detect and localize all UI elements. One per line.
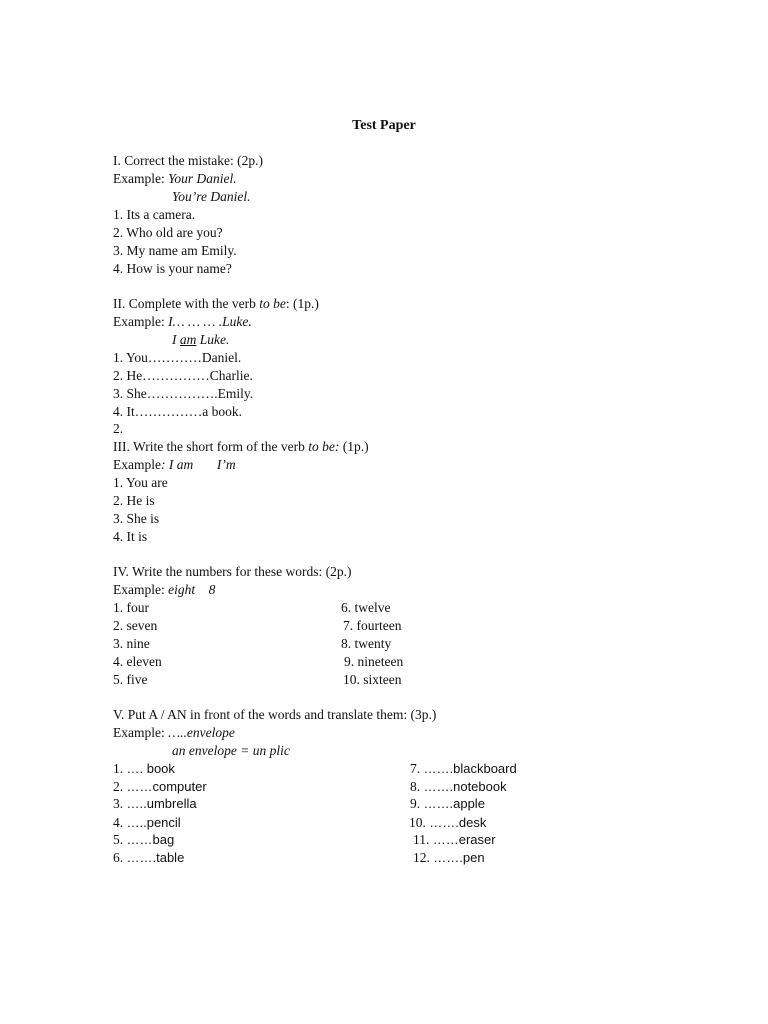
item-number: 8. (410, 779, 424, 794)
example-label: Example: (113, 314, 169, 329)
list-item (410, 778, 507, 796)
item-text: …. book (126, 761, 175, 776)
item-number: 6. (113, 850, 127, 865)
item-text: …….table (126, 850, 185, 865)
example-answer-part: I (172, 332, 180, 347)
heading-verb: to be: (308, 439, 340, 454)
heading-text: II. Complete with the verb (113, 296, 260, 311)
list-item: 8. twenty (341, 636, 392, 651)
list-item (113, 814, 181, 832)
item-text: ……bag (126, 832, 175, 847)
item-number: 4. (113, 815, 127, 830)
list-item: 4. It is (113, 529, 148, 544)
example-answer-verb: am (179, 332, 197, 347)
example-question: I… … … .Luke. (168, 314, 252, 329)
heading-points: (1p.) (339, 439, 369, 454)
heading-verb: to be (259, 296, 286, 311)
item-text: …….blackboard (423, 761, 517, 776)
list-item (113, 760, 175, 778)
list-item: 3. nine (113, 636, 150, 651)
section-2-example-answer (172, 331, 229, 349)
list-item: 2. He is (113, 493, 155, 508)
list-item: 3. She is (113, 511, 160, 526)
item-number: 10. (409, 815, 430, 830)
section-3-example (113, 456, 236, 474)
section-3-heading (113, 438, 369, 456)
list-item (113, 831, 174, 849)
example-label: Example: (113, 725, 169, 740)
list-item (409, 814, 486, 832)
list-item: 1. You are (113, 475, 168, 490)
list-item (410, 760, 517, 778)
example-label: Example: (113, 171, 169, 186)
list-item (413, 831, 496, 849)
section-5-example (113, 724, 235, 742)
list-item (113, 795, 197, 813)
example-label: Example (113, 457, 161, 472)
section-2-example (113, 313, 252, 331)
section-1-example (113, 170, 237, 188)
item-number: 5. (113, 832, 127, 847)
item-number: 3. (113, 796, 127, 811)
example-label: Example: (113, 582, 169, 597)
list-item: 10. sixteen (343, 672, 402, 687)
list-item: 9. nineteen (344, 654, 404, 669)
list-item: 2. He……………Charlie. (113, 368, 253, 383)
item-text: ……eraser (432, 832, 496, 847)
example-question: …..envelope (168, 725, 235, 740)
example-text: eight 8 (168, 582, 216, 597)
list-item: 4. eleven (113, 654, 162, 669)
item-text: …….desk (429, 815, 487, 830)
section-5-heading: V. Put A / AN in front of the words and translate them: (3p.) (113, 707, 437, 722)
item-number: 12. (413, 850, 434, 865)
item-text: …….apple (423, 796, 485, 811)
example-answer-part: Luke. (196, 332, 230, 347)
section-4-example (113, 581, 215, 599)
item-text: …..umbrella (126, 796, 197, 811)
list-item: 3. She…………….Emily. (113, 386, 254, 401)
section-1-example-answer: You’re Daniel. (172, 189, 251, 204)
list-item: 6. twelve (341, 600, 391, 615)
list-item (113, 849, 184, 867)
item-text: …….notebook (423, 779, 507, 794)
item-number: 9. (410, 796, 424, 811)
item-number: 1. (113, 761, 127, 776)
item-number: 2. (113, 779, 127, 794)
list-item: 1. Its a camera. (113, 207, 196, 222)
list-item: 7. fourteen (343, 618, 402, 633)
section-5-example-answer: an envelope = un plic (172, 743, 290, 758)
list-item (410, 795, 485, 813)
section-2-heading (113, 295, 319, 313)
item-text: …..pencil (126, 815, 181, 830)
list-item (413, 849, 485, 867)
list-item: 1. You…………Daniel. (113, 350, 242, 365)
list-item: 4. It……………a book. (113, 404, 242, 419)
list-item: 5. five (113, 672, 148, 687)
heading-text: III. Write the short form of the verb (113, 439, 309, 454)
item-text: …….pen (433, 850, 485, 865)
list-item: 2. seven (113, 618, 158, 633)
section-4-heading: IV. Write the numbers for these words: (2p.) (113, 564, 352, 579)
list-item (113, 778, 207, 796)
heading-points: : (1p.) (285, 296, 319, 311)
item-text: ……computer (126, 779, 207, 794)
example-wrong: Your Daniel. (168, 171, 237, 186)
list-item: 3. My name am Emily. (113, 243, 237, 258)
list-item: 4. How is your name? (113, 261, 232, 276)
item-number: 7. (410, 761, 424, 776)
page-title: Test Paper (352, 118, 416, 133)
item-number: 11. (413, 832, 433, 847)
list-item: 2. (113, 421, 124, 436)
list-item: 1. four (113, 600, 149, 615)
example-text: : I am I’m (160, 457, 236, 472)
section-1-heading: I. Correct the mistake: (2p.) (113, 153, 263, 168)
list-item: 2. Who old are you? (113, 225, 223, 240)
